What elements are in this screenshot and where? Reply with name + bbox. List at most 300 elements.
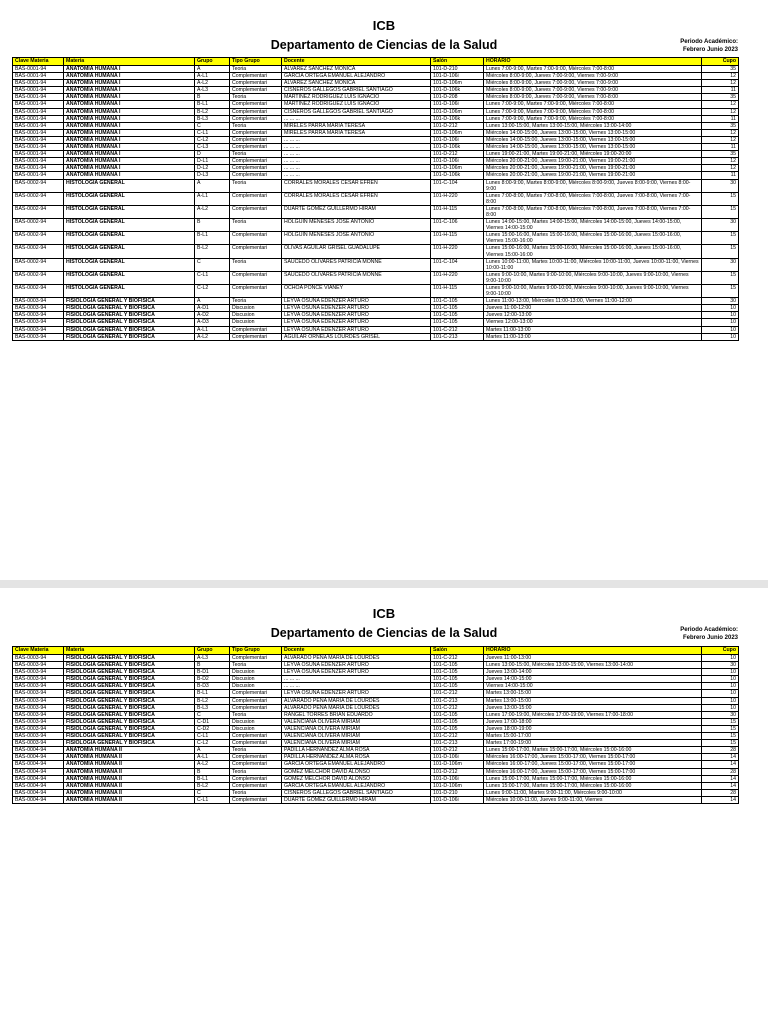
cell-materia: ANATOMIA HUMANA I [64,136,195,143]
cell-tipo-grupo: Complementari [230,782,282,789]
cell-grupo: A [195,66,230,73]
period-label: Periodo Académico: [680,39,738,45]
academic-period [680,626,738,642]
cell-horario: Miércoles 8:00-9:00, Jueves 7:00-9:00, Viernes 7:00-9:00 [484,73,702,80]
cell-materia: ANATOMIA HUMANA II [64,782,195,789]
column-header-horario: HORARIO [484,647,702,655]
cell-salon: 101-D-106m [431,165,484,172]
cell-horario: Jueves 13:00-14:00 [484,669,702,676]
table-row [13,711,739,718]
cell-clave-materia: BAS-0001-94 [13,172,64,179]
cell-clave-materia: BAS-0002-94 [13,285,64,298]
cell-materia: FISIOLOGIA GENERAL Y BIOFISICA [64,326,195,333]
cell-grupo: B-L2 [195,108,230,115]
cell-clave-materia: BAS-0001-94 [13,144,64,151]
cell-salon: 101-H-115 [431,232,484,245]
cell-tipo-grupo: Discusion [230,725,282,732]
cell-tipo-grupo: Complementari [230,80,282,87]
cell-clave-materia: BAS-0003-94 [13,326,64,333]
cell-cupo: 15 [702,232,739,245]
cell-docente: MARTINEZ RODRIGUEZ LUIS IGNACIO [282,94,431,101]
cell-salon: 101-C-105 [431,718,484,725]
cell-grupo: C-D2 [195,725,230,732]
cell-cupo: 15 [702,725,739,732]
cell-tipo-grupo: Complementari [230,129,282,136]
column-header-cupo: Cupo [702,647,739,655]
cell-cupo: 12 [702,80,739,87]
cell-salon: 101-D-106m [431,761,484,768]
cell-materia: HISTOLOGIA GENERAL [64,232,195,245]
cell-grupo: C-L2 [195,740,230,747]
cell-horario: Lunes 15:00-17:00, Martes 15:00-17:00, Miércoles 15:00-16:00 [484,782,702,789]
cell-grupo: B-L2 [195,782,230,789]
period-value: Febrero Junio 2023 [682,47,738,53]
cell-horario: Lunes 7:00-9:00, Martes 7:00-9:00, Miércoles 7:00-8:00 [484,101,702,108]
cell-grupo: B-L1 [195,232,230,245]
cell-horario: Martes 15:00-17:00 [484,733,702,740]
cell-salon: 101-D-106m [431,129,484,136]
cell-grupo: C [195,122,230,129]
cell-tipo-grupo: Discusion [230,305,282,312]
cell-materia: FISIOLOGIA GENERAL Y BIOFISICA [64,669,195,676]
cell-grupo: B-D3 [195,683,230,690]
cell-materia: HISTOLOGIA GENERAL [64,245,195,258]
cell-docente: ALVARADO PEÑA MARIA DE LOURDES [282,697,431,704]
cell-horario: Lunes 15:00-17:00, Martes 15:00-17:00, Miércoles 15:00-16:00 [484,747,702,754]
cell-tipo-grupo: Complementari [230,655,282,662]
cell-grupo: B [195,768,230,775]
table-row [13,192,739,205]
cell-cupo: 35 [702,94,739,101]
cell-docente: RANGEL TORRES BRIAN EDUARDO [282,711,431,718]
table-row [13,775,739,782]
cell-salon: 101-C-105 [431,711,484,718]
cell-clave-materia: BAS-0003-94 [13,655,64,662]
table-row [13,747,739,754]
cell-grupo: C-L2 [195,136,230,143]
cell-tipo-grupo: Complementari [230,733,282,740]
cell-docente: ... ... ... [282,683,431,690]
column-header-salon: Salón [431,58,484,66]
cell-tipo-grupo: Complementari [230,165,282,172]
cell-horario: Jueves 14:00-15:00 [484,676,702,683]
cell-cupo: 15 [702,205,739,218]
cell-grupo: A-L2 [195,333,230,340]
cell-clave-materia: BAS-0004-94 [13,796,64,803]
cell-grupo: A [195,179,230,192]
cell-tipo-grupo: Complementari [230,101,282,108]
schedule-table [12,57,739,341]
cell-docente: SAUCEDO OLIVARES PATRICIA MONNE [282,271,431,284]
cell-cupo: 10 [702,697,739,704]
cell-clave-materia: BAS-0003-94 [13,690,64,697]
cell-materia: HISTOLOGIA GENERAL [64,179,195,192]
cell-clave-materia: BAS-0001-94 [13,94,64,101]
table-row [13,94,739,101]
cell-clave-materia: BAS-0004-94 [13,789,64,796]
table-row [13,172,739,179]
cell-tipo-grupo: Complementari [230,192,282,205]
table-row [13,271,739,284]
table-row [13,333,739,340]
cell-salon: 101-D-106k [431,172,484,179]
cell-docente: CORRALES MORALES CESAR EFREN [282,192,431,205]
table-row [13,219,739,232]
cell-tipo-grupo: Teoria [230,298,282,305]
cell-materia: ANATOMIA HUMANA II [64,775,195,782]
cell-cupo: 11 [702,87,739,94]
cell-horario: Lunes 8:00-9:00, Martes 8:00-9:00, Miércoles 8:00-9:00, Jueves 8:00-9:00, Viernes 8:00-9:00 [484,179,702,192]
cell-cupo: 30 [702,219,739,232]
cell-clave-materia: BAS-0003-94 [13,676,64,683]
cell-tipo-grupo: Discusion [230,312,282,319]
cell-cupo: 15 [702,718,739,725]
cell-cupo: 15 [702,245,739,258]
cell-horario: Miércoles 8:00-9:00, Jueves 7:00-9:00, Viernes 7:00-8:00 [484,94,702,101]
cell-salon: 101-H-220 [431,192,484,205]
cell-materia: ANATOMIA HUMANA I [64,158,195,165]
schedule-page-2 [0,588,768,1024]
cell-salon: 101-H-115 [431,205,484,218]
cell-docente: AGUILAR ORNELAS LOURDES GRISEL [282,333,431,340]
cell-horario: Jueves 18:00-19:00 [484,725,702,732]
cell-materia: ANATOMIA HUMANA I [64,94,195,101]
cell-clave-materia: BAS-0004-94 [13,747,64,754]
cell-tipo-grupo: Complementari [230,115,282,122]
cell-materia: HISTOLOGIA GENERAL [64,285,195,298]
cell-salon: 101-C-105 [431,725,484,732]
cell-docente: ... ... ... [282,136,431,143]
cell-clave-materia: BAS-0004-94 [13,768,64,775]
cell-cupo: 14 [702,761,739,768]
cell-grupo: B-L1 [195,775,230,782]
cell-salon: 101-C-212 [431,326,484,333]
table-row [13,80,739,87]
cell-tipo-grupo: Complementari [230,775,282,782]
cell-horario: Lunes 11:00-13:00, Miércoles 11:00-13:00, Viernes 11:00-12:00 [484,298,702,305]
cell-clave-materia: BAS-0002-94 [13,219,64,232]
cell-materia: ANATOMIA HUMANA I [64,115,195,122]
cell-materia: ANATOMIA HUMANA II [64,789,195,796]
cell-horario: Miércoles 8:00-9:00, Jueves 7:00-9:00, Viernes 7:00-9:00 [484,80,702,87]
cell-salon: 101-C-213 [431,333,484,340]
cell-clave-materia: BAS-0002-94 [13,205,64,218]
cell-docente: OLIVAS AGUILAR GRISEL GUADALUPE [282,245,431,258]
cell-materia: FISIOLOGIA GENERAL Y BIOFISICA [64,655,195,662]
cell-docente: ... ... ... [282,158,431,165]
cell-cupo: 12 [702,101,739,108]
table-row [13,754,739,761]
cell-clave-materia: BAS-0003-94 [13,333,64,340]
cell-salon: 101-D-106i [431,796,484,803]
cell-tipo-grupo: Teoria [230,66,282,73]
table-row [13,136,739,143]
table-row [13,662,739,669]
cell-materia: FISIOLOGIA GENERAL Y BIOFISICA [64,725,195,732]
page-separator [0,580,768,588]
cell-salon: 101-C-104 [431,258,484,271]
cell-tipo-grupo: Teoria [230,662,282,669]
cell-materia: FISIOLOGIA GENERAL Y BIOFISICA [64,676,195,683]
cell-grupo: C-L3 [195,144,230,151]
cell-grupo: A-L1 [195,73,230,80]
cell-clave-materia: BAS-0001-94 [13,129,64,136]
cell-clave-materia: BAS-0001-94 [13,151,64,158]
cell-cupo: 30 [702,662,739,669]
table-row [13,733,739,740]
cell-clave-materia: BAS-0004-94 [13,754,64,761]
cell-tipo-grupo: Complementari [230,172,282,179]
cell-grupo: B-L3 [195,704,230,711]
cell-salon: 101-D-106m [431,80,484,87]
cell-horario: Miércoles 16:00-17:00, Jueves 15:00-17:00, Viernes 15:00-17:00 [484,761,702,768]
cell-tipo-grupo: Complementari [230,761,282,768]
cell-horario: Lunes 7:00-8:00, Martes 7:00-8:00, Miércoles 7:00-8:00, Jueves 7:00-8:00, Viernes 7:00-8:00 [484,192,702,205]
cell-materia: FISIOLOGIA GENERAL Y BIOFISICA [64,690,195,697]
cell-materia: ANATOMIA HUMANA I [64,101,195,108]
cell-horario: Miércoles 16:00-17:00, Jueves 15:00-17:00, Viernes 15:00-17:00 [484,754,702,761]
cell-cupo: 11 [702,115,739,122]
cell-docente: DUARTE GOMEZ GUILLERMO HIRAM [282,205,431,218]
cell-clave-materia: BAS-0001-94 [13,66,64,73]
cell-salon: 101-D-106i [431,101,484,108]
cell-materia: FISIOLOGIA GENERAL Y BIOFISICA [64,704,195,711]
cell-materia: HISTOLOGIA GENERAL [64,258,195,271]
cell-docente: ... ... ... [282,676,431,683]
cell-grupo: B-D2 [195,676,230,683]
cell-docente: LEYVA OSUNA EDENZER ARTURO [282,298,431,305]
cell-tipo-grupo: Complementari [230,232,282,245]
cell-materia: ANATOMIA HUMANA II [64,747,195,754]
cell-clave-materia: BAS-0003-94 [13,697,64,704]
cell-cupo: 30 [702,179,739,192]
cell-tipo-grupo: Complementari [230,108,282,115]
cell-tipo-grupo: Discusion [230,683,282,690]
cell-clave-materia: BAS-0002-94 [13,192,64,205]
cell-cupo: 10 [702,312,739,319]
cell-clave-materia: BAS-0003-94 [13,662,64,669]
cell-clave-materia: BAS-0002-94 [13,271,64,284]
table-row [13,66,739,73]
table-row [13,697,739,704]
cell-salon: 101-C-212 [431,655,484,662]
cell-docente: SAUCEDO OLIVARES PATRICIA MONNE [282,258,431,271]
cell-horario: Lunes 10:00-11:00, Martes 10:00-11:00, Miércoles 10:00-11:00, Jueves 10:00-11:00, Viernes 10:00-11:00 [484,258,702,271]
cell-clave-materia: BAS-0003-94 [13,305,64,312]
cell-grupo: B-L1 [195,690,230,697]
cell-salon: 101-C-212 [431,704,484,711]
cell-horario: Lunes 15:00-16:00, Martes 15:00-16:00, Miércoles 15:00-16:00, Jueves 15:00-16:00, Viernes 15:00-16:00 [484,232,702,245]
cell-horario: Jueves 12:00-13:00 [484,312,702,319]
column-header-cupo: Cupo [702,58,739,66]
cell-salon: 101-D-212 [431,151,484,158]
cell-grupo: D [195,151,230,158]
cell-tipo-grupo: Discusion [230,669,282,676]
table-row [13,245,739,258]
cell-materia: ANATOMIA HUMANA I [64,87,195,94]
cell-grupo: B [195,662,230,669]
cell-tipo-grupo: Teoria [230,219,282,232]
cell-cupo: 11 [702,172,739,179]
cell-docente: CISNEROS GALLEGOS GABRIEL SANTIAGO [282,789,431,796]
cell-cupo: 12 [702,165,739,172]
cell-cupo: 10 [702,319,739,326]
cell-docente: LEYVA OSUNA EDENZER ARTURO [282,662,431,669]
cell-clave-materia: BAS-0001-94 [13,115,64,122]
table-row [13,298,739,305]
cell-horario: Jueves 11:00-12:00 [484,305,702,312]
cell-tipo-grupo: Teoria [230,711,282,718]
cell-horario: Martes 13:00-15:00 [484,690,702,697]
cell-materia: FISIOLOGIA GENERAL Y BIOFISICA [64,319,195,326]
cell-materia: HISTOLOGIA GENERAL [64,205,195,218]
cell-materia: HISTOLOGIA GENERAL [64,271,195,284]
cell-horario: Martes 11:00-13:00 [484,333,702,340]
cell-materia: ANATOMIA HUMANA I [64,80,195,87]
cell-cupo: 15 [702,733,739,740]
column-header-tipo-grupo: Tipo Grupo [230,647,282,655]
cell-salon: 101-C-212 [431,733,484,740]
cell-salon: 101-D-212 [431,768,484,775]
cell-grupo: C [195,258,230,271]
cell-materia: FISIOLOGIA GENERAL Y BIOFISICA [64,333,195,340]
cell-tipo-grupo: Complementari [230,73,282,80]
cell-tipo-grupo: Teoria [230,179,282,192]
cell-cupo: 10 [702,676,739,683]
cell-materia: FISIOLOGIA GENERAL Y BIOFISICA [64,697,195,704]
cell-grupo: A-L3 [195,655,230,662]
cell-docente: MIRELES PARRA MARIA TERESA [282,129,431,136]
cell-salon: 101-C-105 [431,669,484,676]
cell-clave-materia: BAS-0004-94 [13,775,64,782]
cell-cupo: 28 [702,747,739,754]
table-row [13,669,739,676]
cell-docente: ALVAREZ SANCHEZ MONICA [282,80,431,87]
cell-salon: 101-D-106m [431,782,484,789]
cell-materia: FISIOLOGIA GENERAL Y BIOFISICA [64,683,195,690]
period-value: Febrero Junio 2023 [682,635,738,641]
cell-tipo-grupo: Complementari [230,136,282,143]
cell-salon: 101-D-106k [431,144,484,151]
cell-materia: ANATOMIA HUMANA I [64,73,195,80]
cell-cupo: 10 [702,326,739,333]
institution-title: ICB [372,18,396,33]
cell-cupo: 15 [702,285,739,298]
cell-docente: LEYVA OSUNA EDENZER ARTURO [282,326,431,333]
cell-salon: 101-C-105 [431,676,484,683]
cell-horario: Martes 11:00-13:00 [484,326,702,333]
cell-clave-materia: BAS-0003-94 [13,725,64,732]
cell-cupo: 10 [702,704,739,711]
cell-grupo: A-L1 [195,192,230,205]
cell-docente: VALENCIANA OLIVERA MIRIAM [282,718,431,725]
cell-grupo: C-L1 [195,271,230,284]
table-row [13,718,739,725]
cell-docente: GARCIA ORTEGA EMANUEL ALEJANDRO [282,73,431,80]
table-row [13,258,739,271]
cell-docente: LEYVA OSUNA EDENZER ARTURO [282,312,431,319]
cell-clave-materia: BAS-0001-94 [13,73,64,80]
cell-horario: Miércoles 14:00-15:00, Jueves 13:00-15:00, Viernes 13:00-15:00 [484,136,702,143]
cell-materia: FISIOLOGIA GENERAL Y BIOFISICA [64,298,195,305]
schedule-table [12,646,739,804]
table-row [13,165,739,172]
cell-grupo: C [195,711,230,718]
period-label: Periodo Académico: [680,627,738,633]
cell-horario: Lunes 9:00-10:00, Martes 9:00-10:00, Miércoles 9:00-10:00, Jueves 9:00-10:00, Viernes 9:00-10:00 [484,285,702,298]
cell-horario: Miércoles 20:00-21:00, Jueves 19:00-21:00, Viernes 19:00-21:00 [484,165,702,172]
cell-clave-materia: BAS-0002-94 [13,179,64,192]
cell-horario: Jueves 13:00-15:00 [484,704,702,711]
cell-grupo: A-L2 [195,205,230,218]
cell-docente: DUARTE GOMEZ GUILLERMO HIRAM [282,796,431,803]
cell-salon: 101-C-105 [431,683,484,690]
cell-clave-materia: BAS-0001-94 [13,87,64,94]
cell-cupo: 11 [702,144,739,151]
cell-grupo: A-D2 [195,312,230,319]
table-row [13,151,739,158]
cell-salon: 101-C-213 [431,740,484,747]
table-row [13,285,739,298]
cell-clave-materia: BAS-0002-94 [13,245,64,258]
cell-horario: Viernes 12:00-13:00 [484,319,702,326]
cell-tipo-grupo: Complementari [230,144,282,151]
cell-grupo: A-D3 [195,319,230,326]
cell-clave-materia: BAS-0003-94 [13,312,64,319]
cell-materia: FISIOLOGIA GENERAL Y BIOFISICA [64,711,195,718]
cell-cupo: 10 [702,305,739,312]
cell-salon: 101-C-105 [431,662,484,669]
cell-salon: 101-D-106k [431,87,484,94]
cell-materia: ANATOMIA HUMANA I [64,129,195,136]
cell-docente: ... ... ... [282,115,431,122]
cell-clave-materia: BAS-0001-94 [13,136,64,143]
table-row [13,655,739,662]
cell-docente: LEYVA OSUNA EDENZER ARTURO [282,669,431,676]
cell-tipo-grupo: Teoria [230,151,282,158]
cell-tipo-grupo: Complementari [230,796,282,803]
cell-grupo: A-L2 [195,80,230,87]
cell-salon: 101-C-212 [431,690,484,697]
cell-cupo: 10 [702,683,739,690]
cell-clave-materia: BAS-0003-94 [13,704,64,711]
cell-docente: MARTINEZ RODRIGUEZ LUIS IGNACIO [282,101,431,108]
cell-salon: 101-D-210 [431,789,484,796]
column-header-salon: Salón [431,647,484,655]
cell-materia: ANATOMIA HUMANA I [64,165,195,172]
cell-clave-materia: BAS-0001-94 [13,122,64,129]
table-row [13,179,739,192]
table-row [13,326,739,333]
cell-salon: 101-D-106i [431,136,484,143]
cell-clave-materia: BAS-0001-94 [13,101,64,108]
cell-docente: HOLGUIN MENESES JOSE ANTONIO [282,219,431,232]
cell-horario: Miércoles 10:00-11:00, Jueves 9:00-11:00, Viernes [484,796,702,803]
cell-materia: ANATOMIA HUMANA II [64,761,195,768]
cell-grupo: A-D1 [195,305,230,312]
table-row [13,704,739,711]
cell-docente: GOMEZ MELCHOR DAVID ALONSO [282,768,431,775]
column-header-docente: Docente [282,647,431,655]
cell-docente: ... ... ... [282,172,431,179]
cell-clave-materia: BAS-0003-94 [13,298,64,305]
cell-tipo-grupo: Complementari [230,271,282,284]
cell-grupo: A-L3 [195,87,230,94]
cell-grupo: C [195,789,230,796]
table-row [13,768,739,775]
cell-cupo: 14 [702,782,739,789]
cell-grupo: A [195,298,230,305]
